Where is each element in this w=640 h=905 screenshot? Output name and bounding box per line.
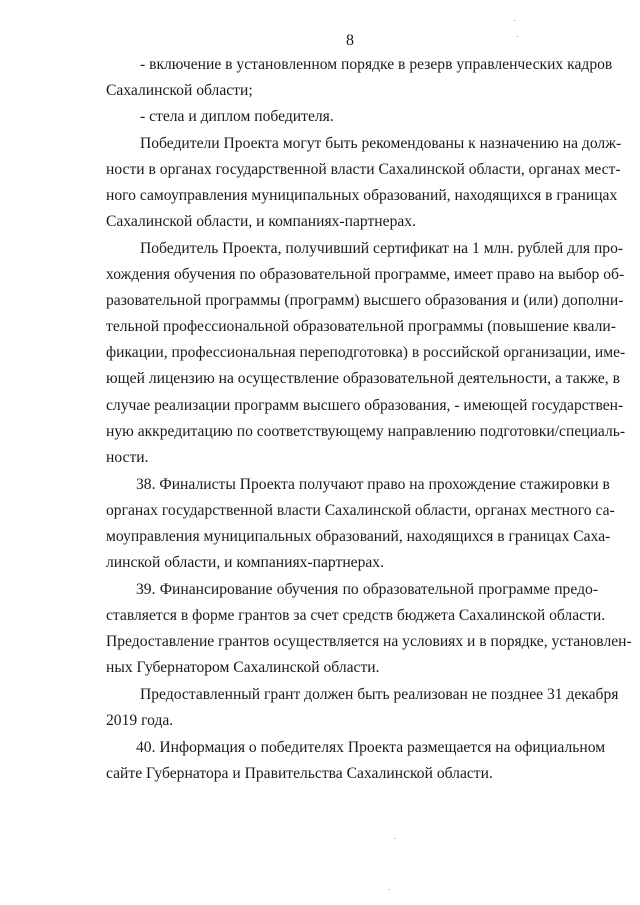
text-line: органах государственной власти Сахалинской области, органах местного са- xyxy=(106,502,615,519)
text-line: Предоставленный грант должен быть реализован не позднее 31 декабря xyxy=(140,686,619,703)
text-line: Победитель Проекта, получивший сертификат на 1 млн. рублей для про- xyxy=(140,240,624,257)
scan-speck xyxy=(517,36,518,37)
text-line: ную аккредитацию по соответствующему направлению подготовки/специаль- xyxy=(106,423,626,440)
text-line: ющей лицензию на осуществление образовательной деятельности, а также, в xyxy=(106,370,620,387)
text-line: Сахалинской области; xyxy=(106,82,253,99)
text-line: сайте Губернатора и Правительства Сахалинской области. xyxy=(106,765,493,782)
text-line: - включение в установленном порядке в резерв управленческих кадров xyxy=(140,56,613,73)
text-line: случае реализации программ высшего образования, - имеющей государствен- xyxy=(106,397,624,414)
text-line: ного самоуправления муниципальных образований, находящихся в границах xyxy=(106,187,618,204)
text-line: тельной профессиональной образовательной программы (повышение квали- xyxy=(106,318,616,335)
text-line: Предоставление грантов осуществляется на условиях и в порядке, установлен- xyxy=(106,633,632,650)
text-line: ности. xyxy=(106,449,149,466)
text-line: 2019 года. xyxy=(106,712,174,729)
text-line: ности в органах государственной власти Сахалинской области, органах мест- xyxy=(106,161,621,178)
text-line: хождения обучения по образовательной программе, имеет право на выбор об- xyxy=(106,266,625,283)
text-line: Сахалинской области, и компаниях-партнерах. xyxy=(106,213,416,230)
text-line: моуправления муниципальных образований, находящихся в границах Саха- xyxy=(106,528,611,545)
text-line: линской области, и компаниях-партнерах. xyxy=(106,554,385,571)
text-line: разовательной программы (программ) высшего образования и (или) дополни- xyxy=(106,292,624,309)
text-line: Победители Проекта могут быть рекомендованы к назначению на долж- xyxy=(140,135,622,152)
text-line: ных Губернатором Сахалинской области. xyxy=(106,659,380,676)
text-line: 38. Финалисты Проекта получают право на прохождение стажировки в xyxy=(136,476,610,493)
text-line: ставляется в форме грантов за счет средств бюджета Сахалинской области. xyxy=(106,607,606,624)
scan-speck xyxy=(389,889,390,890)
text-line: фикации, профессиональная переподготовка) в российской организации, име- xyxy=(106,344,626,361)
text-line: 39. Финансирование обучения по образовательной программе предо- xyxy=(136,581,598,598)
page-number: 8 xyxy=(346,32,354,49)
text-line: 40. Информация о победителях Проекта размещается на официальном xyxy=(136,739,606,756)
text-line: - стела и диплом победителя. xyxy=(140,108,334,125)
scan-speck xyxy=(514,20,515,21)
scan-speck xyxy=(394,838,395,839)
